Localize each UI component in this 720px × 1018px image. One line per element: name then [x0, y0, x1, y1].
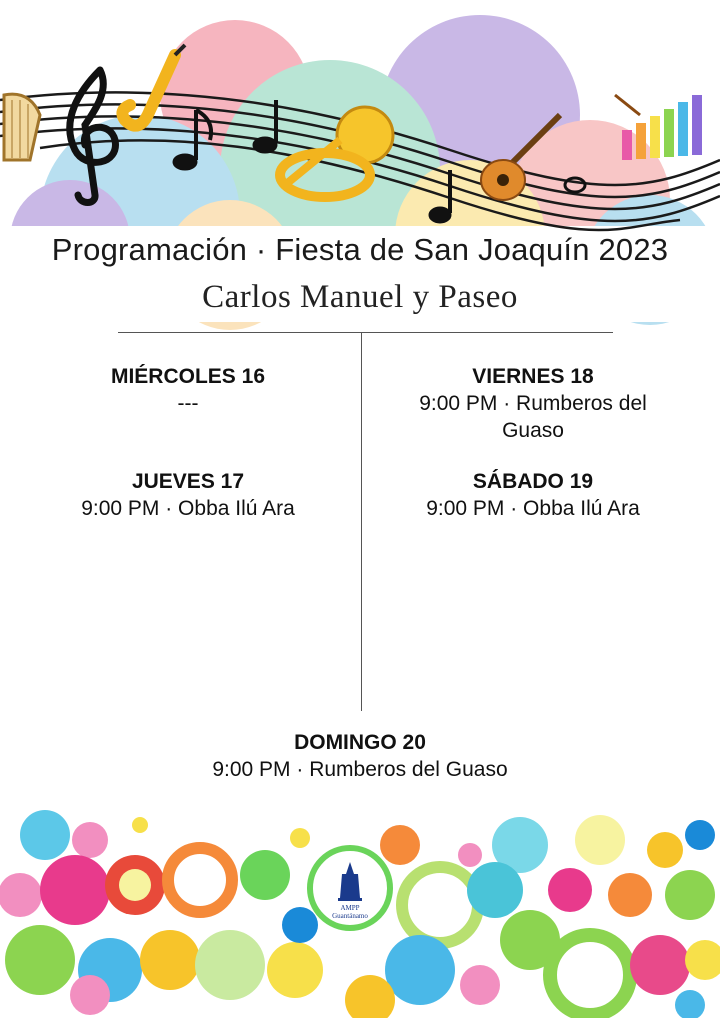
day-name: JUEVES 17 [131, 470, 245, 493]
footer-bubbles [0, 800, 720, 1018]
day-block-saturday [373, 469, 693, 522]
day-block-sunday [160, 730, 560, 783]
poster-title: Programación · Fiesta de San Joaquín 2023 [51, 232, 669, 267]
harp-icon [4, 94, 40, 160]
day-schedule: 9:00 PM · Rumberos del Guaso [212, 758, 508, 781]
day-block-thursday [28, 469, 348, 522]
logo-name: AMPP [340, 904, 360, 912]
day-block-wednesday [28, 364, 348, 417]
day-schedule: 9:00 PM · Rumberos del Guaso [419, 392, 647, 442]
poster-subtitle: Carlos Manuel y Paseo [202, 279, 518, 315]
day-name: MIÉRCOLES 16 [110, 365, 266, 388]
day-name: DOMINGO 20 [294, 731, 426, 754]
day-name: VIERNES 18 [472, 365, 594, 388]
day-name: SÁBADO 19 [472, 470, 594, 493]
divider-vertical [361, 333, 362, 711]
day-schedule: 9:00 PM · Obba Ilú Ara [81, 497, 295, 520]
day-schedule: 9:00 PM · Obba Ilú Ara [426, 497, 640, 520]
day-schedule: --- [177, 392, 199, 415]
logo-city: Guantánamo [332, 912, 368, 920]
xylophone-icon [615, 95, 702, 160]
divider-horizontal [118, 332, 613, 333]
ampp-logo [310, 848, 390, 928]
day-block-friday [373, 364, 693, 444]
